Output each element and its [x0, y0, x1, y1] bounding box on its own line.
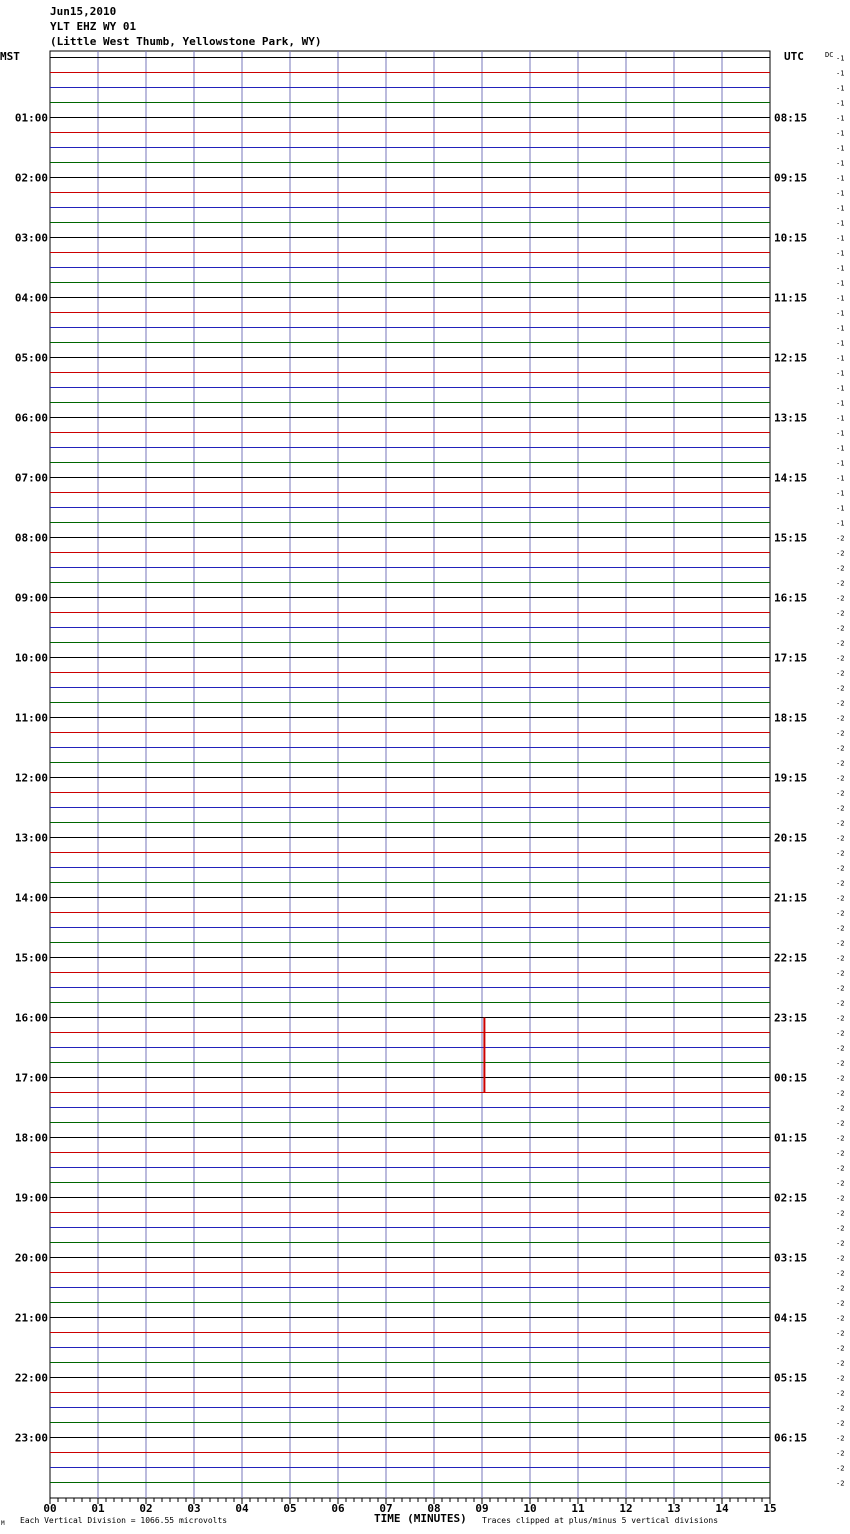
- dc-offset-label: -2: [836, 744, 845, 753]
- dc-offset-label: -1: [836, 84, 845, 93]
- dc-offset-label: -2: [836, 639, 845, 648]
- mst-hour-label: 13:00: [14, 831, 48, 845]
- dc-offset-label: -2: [836, 1149, 845, 1158]
- dc-offset-label: -1: [836, 234, 845, 243]
- dc-offset-label: -2: [836, 684, 845, 693]
- dc-offset-label: -2: [836, 714, 845, 723]
- dc-offset-label: -2: [836, 654, 845, 663]
- utc-hour-label: 11:15: [774, 291, 808, 305]
- dc-offset-label: -2: [836, 774, 845, 783]
- dc-offset-label: -2: [836, 1134, 845, 1143]
- dc-offset-label: -2: [836, 1299, 845, 1308]
- mst-hour-label: 05:00: [14, 351, 48, 365]
- dc-offset-label: -2: [836, 1209, 845, 1218]
- x-tick-label: 11: [571, 1502, 585, 1515]
- mst-hour-label: 10:00: [14, 651, 48, 665]
- dc-offset-label: -2: [836, 894, 845, 903]
- dc-offset-label: -2: [836, 909, 845, 918]
- station-label: YLT EHZ WY 01: [50, 20, 137, 33]
- mst-hour-label: 19:00: [14, 1191, 48, 1205]
- dc-offset-label: -2: [836, 939, 845, 948]
- dc-offset-label: -2: [836, 1284, 845, 1293]
- utc-hour-label: 16:15: [774, 591, 808, 605]
- dc-offset-label: -2: [836, 969, 845, 978]
- utc-hour-label: 22:15: [774, 951, 808, 965]
- dc-offset-label: -1: [836, 414, 845, 423]
- dc-offset-label: -1: [836, 489, 845, 498]
- utc-hour-label: 02:15: [774, 1191, 808, 1205]
- dc-offset-label: -2: [836, 1434, 845, 1443]
- dc-offset-label: -2: [836, 699, 845, 708]
- corner-mark: M: [1, 1520, 5, 1527]
- dc-offset-label: -1: [836, 174, 845, 183]
- dc-offset-label: -2: [836, 849, 845, 858]
- dc-offset-label: -1: [836, 294, 845, 303]
- mst-hour-label: 06:00: [14, 411, 48, 425]
- dc-offset-label: -1: [836, 219, 845, 228]
- utc-hour-label: 20:15: [774, 831, 808, 845]
- x-tick-label: 06: [331, 1502, 345, 1515]
- dc-offset-label: -2: [836, 1089, 845, 1098]
- dc-offset-label: -2: [836, 984, 845, 993]
- dc-offset-label: -1: [836, 309, 845, 318]
- dc-offset-label: -2: [836, 1104, 845, 1113]
- dc-offset-label: -2: [836, 1074, 845, 1083]
- date-label: Jun15,2010: [50, 5, 117, 18]
- dc-offset-label: -1: [836, 354, 845, 363]
- x-tick-label: 04: [235, 1502, 249, 1515]
- utc-hour-label: 12:15: [774, 351, 808, 365]
- x-tick-label: 01: [91, 1502, 105, 1515]
- dc-offset-label: -2: [836, 1239, 845, 1248]
- dc-offset-label: -2: [836, 1194, 845, 1203]
- utc-hour-label: 09:15: [774, 171, 808, 185]
- utc-hour-label: 01:15: [774, 1131, 808, 1145]
- x-tick-label: 09: [475, 1502, 489, 1515]
- dc-offset-label: -2: [836, 1254, 845, 1263]
- location-label: (Little West Thumb, Yellowstone Park, WY): [50, 35, 322, 48]
- mst-hour-label: 02:00: [14, 171, 48, 185]
- dc-offset-label: -1: [836, 459, 845, 468]
- dc-offset-label: -1: [836, 189, 845, 198]
- dc-offset-label: -1: [836, 249, 845, 258]
- dc-offset-label: -2: [836, 624, 845, 633]
- x-tick-label: 08: [427, 1502, 441, 1515]
- x-tick-label: 13: [667, 1502, 681, 1515]
- utc-hour-label: 15:15: [774, 531, 808, 545]
- mst-hour-label: 08:00: [14, 531, 48, 545]
- utc-hour-label: 19:15: [774, 771, 808, 785]
- mst-hour-label: 12:00: [14, 771, 48, 785]
- dc-offset-label: -2: [836, 564, 845, 573]
- utc-hour-label: 06:15: [774, 1431, 808, 1445]
- plot-frame: [50, 51, 770, 1498]
- dc-offset-label: -2: [836, 804, 845, 813]
- dc-offset-label: -2: [836, 1269, 845, 1278]
- x-tick-label: 02: [139, 1502, 153, 1515]
- dc-offset-label: -2: [836, 759, 845, 768]
- dc-offset-label: -1: [836, 369, 845, 378]
- x-tick-label: 12: [619, 1502, 633, 1515]
- dc-offset-label: -2: [836, 669, 845, 678]
- scale-note: Each Vertical Division = 1066.55 microvolts: [20, 1516, 228, 1525]
- dc-offset-label: -2: [836, 1389, 845, 1398]
- dc-offset-label: -2: [836, 549, 845, 558]
- dc-offset-label: -2: [836, 579, 845, 588]
- dc-offset-label: -2: [836, 954, 845, 963]
- dc-offset-label: -1: [836, 339, 845, 348]
- dc-offset-label: -2: [836, 1014, 845, 1023]
- x-axis-title: TIME (MINUTES): [374, 1512, 467, 1525]
- dc-offset-label: -2: [836, 1059, 845, 1068]
- dc-offset-label: -1: [836, 384, 845, 393]
- dc-offset-label: -2: [836, 1119, 845, 1128]
- dc-offset-label: -2: [836, 924, 845, 933]
- dc-offset-label: -1: [836, 159, 845, 168]
- dc-offset-label: -1: [836, 399, 845, 408]
- mst-hour-label: 16:00: [14, 1011, 48, 1025]
- dc-offset-label: -2: [836, 1179, 845, 1188]
- dc-offset-label: -1: [836, 144, 845, 153]
- x-tick-label: 15: [763, 1502, 777, 1515]
- dc-offset-label: -2: [836, 1314, 845, 1323]
- utc-hour-label: 03:15: [774, 1251, 808, 1265]
- utc-hour-label: 23:15: [774, 1011, 808, 1025]
- dc-offset-label: -1: [836, 264, 845, 273]
- mst-hour-label: 22:00: [14, 1371, 48, 1385]
- mst-hour-label: 23:00: [14, 1431, 48, 1445]
- mst-hour-label: 04:00: [14, 291, 48, 305]
- utc-hour-label: 21:15: [774, 891, 808, 905]
- dc-offset-label: -2: [836, 819, 845, 828]
- dc-offset-label: -2: [836, 1224, 845, 1233]
- mst-hour-label: 07:00: [14, 471, 48, 485]
- dc-offset-label: -1: [836, 474, 845, 483]
- x-tick-label: 14: [715, 1502, 729, 1515]
- dc-offset-label: -2: [836, 789, 845, 798]
- mst-hour-label: 14:00: [14, 891, 48, 905]
- dc-offset-label: -2: [836, 594, 845, 603]
- mst-hour-label: 09:00: [14, 591, 48, 605]
- dc-offset-label: -2: [836, 1374, 845, 1383]
- dc-offset-label: -2: [836, 1329, 845, 1338]
- dc-offset-label: -1: [836, 99, 845, 108]
- mst-hour-label: 03:00: [14, 231, 48, 245]
- dc-offset-label: -1: [836, 504, 845, 513]
- mst-zone-label: MST: [0, 50, 20, 63]
- utc-hour-label: 18:15: [774, 711, 808, 725]
- dc-offset-label: -2: [836, 834, 845, 843]
- mst-hour-label: 20:00: [14, 1251, 48, 1265]
- utc-hour-label: 08:15: [774, 111, 808, 125]
- dc-offset-label: -1: [836, 429, 845, 438]
- dc-offset-label: -2: [836, 1359, 845, 1368]
- utc-hour-label: 00:15: [774, 1071, 808, 1085]
- dc-offset-label: -2: [836, 1344, 845, 1353]
- dc-offset-label: -1: [836, 54, 845, 63]
- x-tick-label: 00: [43, 1502, 57, 1515]
- utc-hour-label: 14:15: [774, 471, 808, 485]
- dc-offset-label: -2: [836, 864, 845, 873]
- dc-offset-label: -1: [836, 69, 845, 78]
- dc-offset-label: -1: [836, 279, 845, 288]
- utc-hour-label: 13:15: [774, 411, 808, 425]
- mst-hour-label: 17:00: [14, 1071, 48, 1085]
- x-tick-label: 10: [523, 1502, 537, 1515]
- mst-hour-label: 11:00: [14, 711, 48, 725]
- dc-offset-label: -1: [836, 324, 845, 333]
- mst-hour-label: 01:00: [14, 111, 48, 125]
- clip-note: Traces clipped at plus/minus 5 vertical divisions: [482, 1516, 719, 1525]
- mst-hour-label: 18:00: [14, 1131, 48, 1145]
- dc-offset-label: -2: [836, 1419, 845, 1428]
- dc-offset-label: -1: [836, 444, 845, 453]
- dc-offset-label: -2: [836, 1164, 845, 1173]
- dc-offset-label: -2: [836, 879, 845, 888]
- dc-offset-label: -2: [836, 609, 845, 618]
- x-tick-label: 03: [187, 1502, 201, 1515]
- utc-hour-label: 05:15: [774, 1371, 808, 1385]
- utc-hour-label: 10:15: [774, 231, 808, 245]
- dc-offset-label: -1: [836, 519, 845, 528]
- x-tick-label: 07: [379, 1502, 393, 1515]
- dc-offset-label: -2: [836, 999, 845, 1008]
- dc-offset-label: -1: [836, 114, 845, 123]
- utc-zone-label: UTC: [784, 50, 804, 63]
- dc-offset-label: -1: [836, 204, 845, 213]
- dc-offset-label: -2: [836, 1464, 845, 1473]
- utc-hour-label: 17:15: [774, 651, 808, 665]
- dc-offset-label: -2: [836, 1044, 845, 1053]
- utc-hour-label: 04:15: [774, 1311, 808, 1325]
- dc-offset-label: -2: [836, 534, 845, 543]
- dc-offset-label: -2: [836, 729, 845, 738]
- mst-hour-label: 15:00: [14, 951, 48, 965]
- dc-offset-label: -2: [836, 1479, 845, 1488]
- dc-offset-label: -1: [836, 129, 845, 138]
- x-tick-label: 05: [283, 1502, 297, 1515]
- mst-hour-label: 21:00: [14, 1311, 48, 1325]
- dc-offset-label: -2: [836, 1404, 845, 1413]
- dc-label: DC: [825, 51, 834, 59]
- dc-offset-label: -2: [836, 1449, 845, 1458]
- dc-offset-label: -2: [836, 1029, 845, 1038]
